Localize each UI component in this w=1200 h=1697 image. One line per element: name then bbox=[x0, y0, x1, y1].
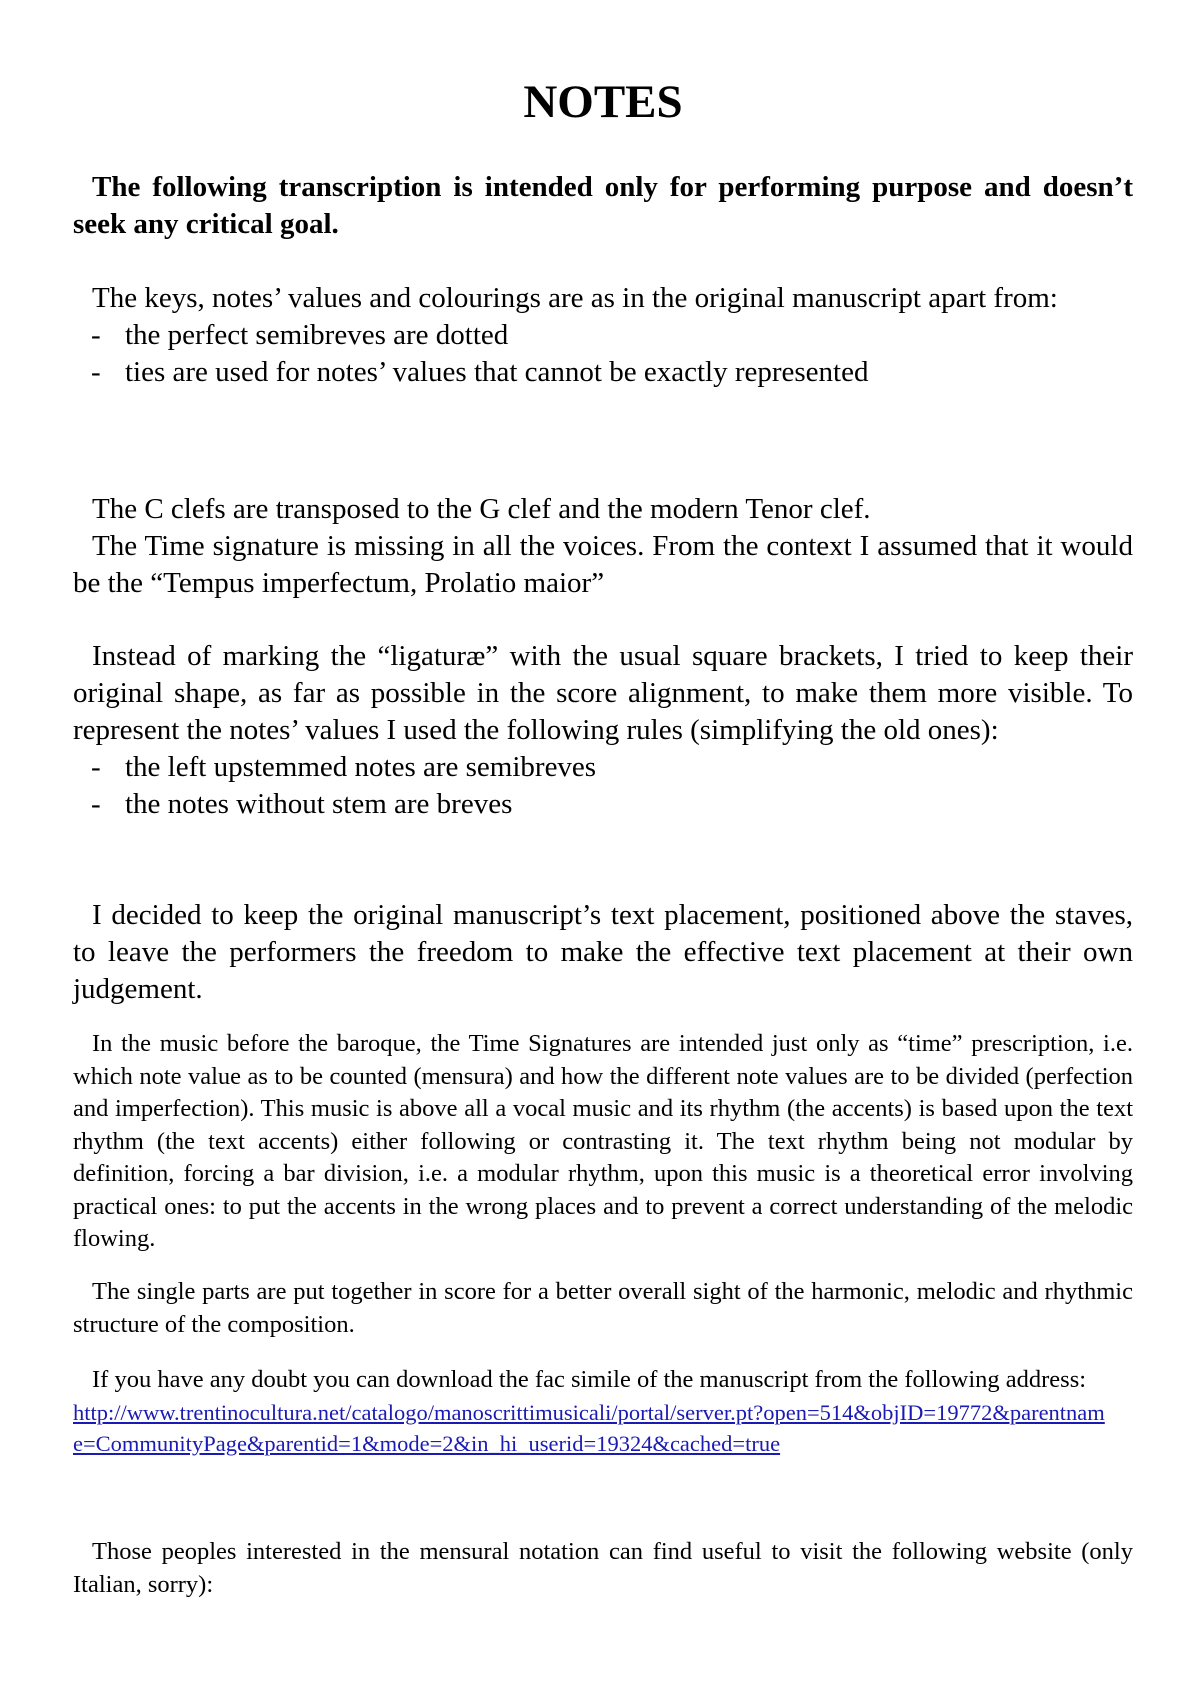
score-paragraph: The single parts are put together in score for a better overall sight of the harmonic, melodic and rhythmic structure of the composition. bbox=[73, 1278, 1133, 1338]
keys-list-item-text: the perfect semibreves are dotted bbox=[125, 319, 509, 351]
list-dash: - bbox=[91, 751, 101, 783]
score-section bbox=[73, 1276, 1133, 1341]
keys-list-item-text: ties are used for notes’ values that cannot be exactly represented bbox=[125, 356, 869, 388]
text-placement-paragraph: I decided to keep the original manuscript’s text placement, positioned above the staves, to leave the performers the freedom to make the effective text placement at their own judgement. bbox=[73, 899, 1133, 1005]
keys-list-item bbox=[73, 354, 1133, 391]
clefs-section bbox=[73, 491, 1133, 602]
ligature-list-item-text: the notes without stem are breves bbox=[125, 788, 513, 820]
list-dash: - bbox=[91, 356, 101, 388]
ligature-paragraph: Instead of marking the “ligaturæ” with the usual square brackets, I tried to keep their original shape, as far as possible in the score alignment, to make them more visible. To represent the notes’ values I used the following rules (simplifying the old ones): bbox=[73, 640, 1133, 746]
ligature-list-item bbox=[73, 749, 1133, 786]
keys-section bbox=[73, 280, 1133, 391]
page-title: NOTES bbox=[523, 76, 683, 128]
text-placement-section bbox=[73, 897, 1133, 1008]
clefs-line: The C clefs are transposed to the G clef and the modern Tenor clef. bbox=[92, 493, 871, 525]
ligature-list-item-text: the left upstemmed notes are semibreves bbox=[125, 751, 597, 783]
list-dash: - bbox=[91, 319, 101, 351]
keys-list-item bbox=[73, 317, 1133, 354]
baroque-paragraph: In the music before the baroque, the Time Signatures are intended just only as “time” prescription, i.e. which note value as to be counted (mensura) and how the different note values are to be divided (perfection and imperfection). This music is above all a vocal music and its rhythm (the accents) is based upon the text rhythm (the text accents) either following or contrasting it. The text rhythm being not modular by definition, forcing a bar division, i.e. a modular rhythm, upon this music is a theoretical error involving practical ones: to put the accents in the wrong places and to prevent a correct understanding of the melodic flowing. bbox=[73, 1030, 1133, 1252]
download-section bbox=[73, 1364, 1133, 1459]
intro-statement bbox=[73, 169, 1133, 243]
keys-paragraph: The keys, notes’ values and colourings are as in the original manuscript apart from: bbox=[92, 282, 1058, 314]
intro-text: The following transcription is intended only for performing purpose and doesn’t seek any critical goal. bbox=[73, 171, 1133, 240]
ligature-section bbox=[73, 638, 1133, 823]
download-paragraph: If you have any doubt you can download the fac simile of the manuscript from the following address: bbox=[92, 1366, 1087, 1393]
time-signature-paragraph: The Time signature is missing in all the voices. From the context I assumed that it would be the “Tempus imperfectum, Prolatio maior” bbox=[73, 530, 1133, 599]
list-dash: - bbox=[91, 788, 101, 820]
mensural-section bbox=[73, 1536, 1133, 1601]
mensural-paragraph: Those peoples interested in the mensural notation can find useful to visit the following website (only Italian, sorry): bbox=[73, 1538, 1133, 1598]
baroque-section bbox=[73, 1028, 1133, 1256]
manuscript-download-link[interactable]: http://www.trentinocultura.net/catalogo/manoscrittimusicali/portal/server.pt?open=514&objID=19772&parentname=CommunityPage&parentid=1&mode=2&in_hi_userid=19324&cached=true bbox=[73, 1399, 1105, 1456]
ligature-list-item bbox=[73, 786, 1133, 823]
